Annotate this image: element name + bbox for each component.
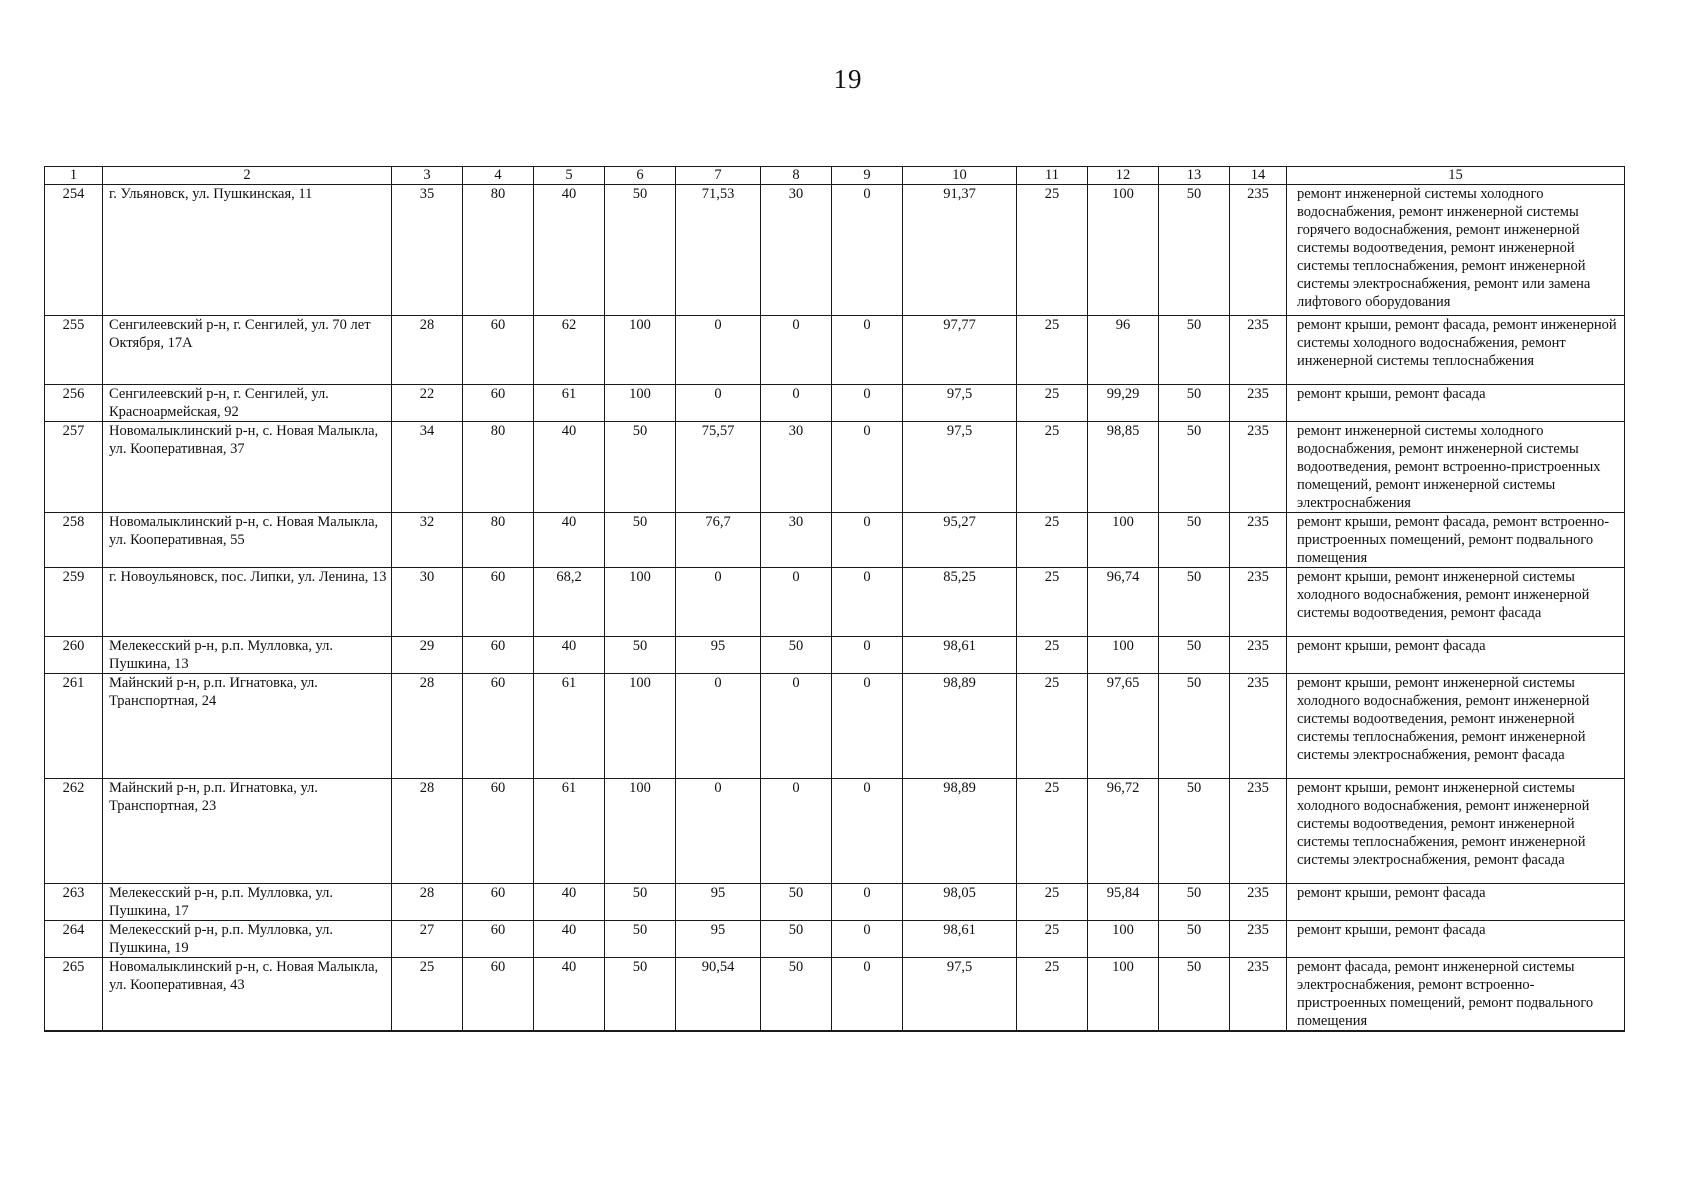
- value-cell: 25: [1017, 674, 1088, 779]
- value-cell: 235: [1230, 921, 1287, 958]
- value-cell: 0: [676, 779, 761, 884]
- value-cell: 50: [605, 921, 676, 958]
- value-cell: 50: [1159, 674, 1230, 779]
- value-cell: 0: [832, 674, 903, 779]
- value-cell: 40: [534, 422, 605, 513]
- value-cell: 25: [1017, 884, 1088, 921]
- address-cell: Майнский р-н, р.п. Игнатовка, ул. Транспортная, 23: [103, 779, 392, 884]
- table-row: [45, 185, 1625, 316]
- value-cell: 40: [534, 958, 605, 1032]
- value-cell: 0: [761, 316, 832, 385]
- value-cell: 0: [832, 958, 903, 1032]
- row-number-cell: 254: [45, 185, 103, 316]
- value-cell: 50: [1159, 779, 1230, 884]
- value-cell: 25: [1017, 637, 1088, 674]
- row-number-cell: 255: [45, 316, 103, 385]
- value-cell: 235: [1230, 779, 1287, 884]
- value-cell: 25: [1017, 921, 1088, 958]
- value-cell: 235: [1230, 316, 1287, 385]
- value-cell: 91,37: [903, 185, 1017, 316]
- value-cell: 29: [392, 637, 463, 674]
- column-header: 13: [1159, 167, 1230, 185]
- value-cell: 0: [761, 385, 832, 422]
- address-cell: Мелекесский р-н, р.п. Мулловка, ул. Пушкина, 19: [103, 921, 392, 958]
- column-header: 14: [1230, 167, 1287, 185]
- column-header: 7: [676, 167, 761, 185]
- value-cell: 98,85: [1088, 422, 1159, 513]
- column-header: 5: [534, 167, 605, 185]
- value-cell: 25: [392, 958, 463, 1032]
- value-cell: 60: [463, 884, 534, 921]
- table-row: [45, 316, 1625, 385]
- value-cell: 0: [832, 316, 903, 385]
- value-cell: 60: [463, 921, 534, 958]
- value-cell: 0: [832, 185, 903, 316]
- value-cell: 80: [463, 185, 534, 316]
- value-cell: 95: [676, 884, 761, 921]
- value-cell: 235: [1230, 513, 1287, 568]
- value-cell: 0: [761, 568, 832, 637]
- value-cell: 100: [605, 385, 676, 422]
- table-row: [45, 958, 1625, 1032]
- value-cell: 0: [832, 884, 903, 921]
- value-cell: 0: [832, 513, 903, 568]
- value-cell: 50: [1159, 568, 1230, 637]
- column-header: 11: [1017, 167, 1088, 185]
- value-cell: 40: [534, 884, 605, 921]
- value-cell: 35: [392, 185, 463, 316]
- value-cell: 235: [1230, 884, 1287, 921]
- value-cell: 50: [761, 958, 832, 1032]
- value-cell: 62: [534, 316, 605, 385]
- value-cell: 99,29: [1088, 385, 1159, 422]
- value-cell: 50: [1159, 385, 1230, 422]
- works-cell: ремонт крыши, ремонт фасада: [1287, 637, 1625, 674]
- value-cell: 98,89: [903, 779, 1017, 884]
- value-cell: 40: [534, 513, 605, 568]
- column-header: 3: [392, 167, 463, 185]
- value-cell: 75,57: [676, 422, 761, 513]
- row-number-cell: 262: [45, 779, 103, 884]
- value-cell: 97,5: [903, 385, 1017, 422]
- row-number-cell: 259: [45, 568, 103, 637]
- address-cell: Новомалыклинский р-н, с. Новая Малыкла, ул. Кооперативная, 43: [103, 958, 392, 1032]
- value-cell: 98,05: [903, 884, 1017, 921]
- value-cell: 22: [392, 385, 463, 422]
- column-number-row: [45, 167, 1625, 185]
- value-cell: 50: [605, 637, 676, 674]
- table-row: [45, 568, 1625, 637]
- works-cell: ремонт фасада, ремонт инженерной системы электроснабжения, ремонт встроенно-пристроенных помещений, ремонт подвального помещения: [1287, 958, 1625, 1032]
- works-cell: ремонт инженерной системы холодного водоснабжения, ремонт инженерной системы водоотведения, ремонт встроенно-пристроенных помещений, ремонт инженерной системы электроснабжения: [1287, 422, 1625, 513]
- value-cell: 235: [1230, 422, 1287, 513]
- value-cell: 40: [534, 637, 605, 674]
- column-header: 9: [832, 167, 903, 185]
- value-cell: 98,61: [903, 921, 1017, 958]
- value-cell: 60: [463, 674, 534, 779]
- value-cell: 71,53: [676, 185, 761, 316]
- value-cell: 235: [1230, 185, 1287, 316]
- value-cell: 50: [1159, 637, 1230, 674]
- value-cell: 98,89: [903, 674, 1017, 779]
- table-row: [45, 884, 1625, 921]
- value-cell: 50: [605, 884, 676, 921]
- value-cell: 85,25: [903, 568, 1017, 637]
- row-number-cell: 256: [45, 385, 103, 422]
- table-row: [45, 513, 1625, 568]
- works-cell: ремонт крыши, ремонт фасада: [1287, 884, 1625, 921]
- value-cell: 100: [605, 568, 676, 637]
- table-row: [45, 422, 1625, 513]
- value-cell: 235: [1230, 385, 1287, 422]
- value-cell: 25: [1017, 316, 1088, 385]
- column-header: 15: [1287, 167, 1625, 185]
- value-cell: 25: [1017, 185, 1088, 316]
- works-cell: ремонт крыши, ремонт инженерной системы холодного водоснабжения, ремонт инженерной системы водоотведения, ремонт фасада: [1287, 568, 1625, 637]
- column-header: 4: [463, 167, 534, 185]
- value-cell: 50: [761, 884, 832, 921]
- value-cell: 0: [676, 674, 761, 779]
- works-cell: ремонт крыши, ремонт фасада, ремонт инженерной системы холодного водоснабжения, ремонт инженерной системы теплоснабжения: [1287, 316, 1625, 385]
- value-cell: 40: [534, 185, 605, 316]
- value-cell: 28: [392, 316, 463, 385]
- address-cell: Новомалыклинский р-н, с. Новая Малыкла, ул. Кооперативная, 55: [103, 513, 392, 568]
- value-cell: 50: [1159, 958, 1230, 1032]
- table-row: [45, 385, 1625, 422]
- value-cell: 60: [463, 385, 534, 422]
- value-cell: 40: [534, 921, 605, 958]
- value-cell: 0: [761, 779, 832, 884]
- value-cell: 0: [832, 637, 903, 674]
- value-cell: 0: [832, 921, 903, 958]
- table-row: [45, 674, 1625, 779]
- value-cell: 98,61: [903, 637, 1017, 674]
- page-number: 19: [833, 64, 863, 94]
- address-cell: Мелекесский р-н, р.п. Мулловка, ул. Пушкина, 13: [103, 637, 392, 674]
- value-cell: 95,84: [1088, 884, 1159, 921]
- value-cell: 100: [1088, 637, 1159, 674]
- value-cell: 0: [676, 568, 761, 637]
- value-cell: 50: [1159, 422, 1230, 513]
- value-cell: 96,74: [1088, 568, 1159, 637]
- value-cell: 30: [761, 422, 832, 513]
- value-cell: 61: [534, 674, 605, 779]
- value-cell: 50: [605, 422, 676, 513]
- value-cell: 97,5: [903, 958, 1017, 1032]
- value-cell: 50: [605, 958, 676, 1032]
- value-cell: 0: [832, 779, 903, 884]
- address-cell: Майнский р-н, р.п. Игнатовка, ул. Транспортная, 24: [103, 674, 392, 779]
- value-cell: 235: [1230, 568, 1287, 637]
- address-cell: Сенгилеевский р-н, г. Сенгилей, ул. Красноармейская, 92: [103, 385, 392, 422]
- value-cell: 97,5: [903, 422, 1017, 513]
- value-cell: 61: [534, 385, 605, 422]
- value-cell: 235: [1230, 958, 1287, 1032]
- value-cell: 28: [392, 674, 463, 779]
- value-cell: 0: [676, 316, 761, 385]
- value-cell: 28: [392, 779, 463, 884]
- value-cell: 25: [1017, 385, 1088, 422]
- value-cell: 50: [1159, 316, 1230, 385]
- row-number-cell: 261: [45, 674, 103, 779]
- value-cell: 0: [832, 385, 903, 422]
- value-cell: 100: [1088, 513, 1159, 568]
- address-cell: г. Новоульяновск, пос. Липки, ул. Ленина, 13: [103, 568, 392, 637]
- value-cell: 60: [463, 637, 534, 674]
- works-cell: ремонт крыши, ремонт фасада, ремонт встроенно-пристроенных помещений, ремонт подвального помещения: [1287, 513, 1625, 568]
- value-cell: 100: [605, 779, 676, 884]
- value-cell: 32: [392, 513, 463, 568]
- row-number-cell: 263: [45, 884, 103, 921]
- value-cell: 60: [463, 779, 534, 884]
- row-number-cell: 264: [45, 921, 103, 958]
- value-cell: 50: [1159, 921, 1230, 958]
- value-cell: 50: [1159, 884, 1230, 921]
- value-cell: 50: [605, 513, 676, 568]
- value-cell: 25: [1017, 958, 1088, 1032]
- value-cell: 100: [605, 674, 676, 779]
- value-cell: 30: [392, 568, 463, 637]
- row-number-cell: 258: [45, 513, 103, 568]
- row-number-cell: 260: [45, 637, 103, 674]
- value-cell: 97,65: [1088, 674, 1159, 779]
- value-cell: 0: [761, 674, 832, 779]
- value-cell: 96: [1088, 316, 1159, 385]
- row-number-cell: 265: [45, 958, 103, 1032]
- column-header: 1: [45, 167, 103, 185]
- column-header: 12: [1088, 167, 1159, 185]
- table-row: [45, 921, 1625, 958]
- value-cell: 60: [463, 316, 534, 385]
- value-cell: 68,2: [534, 568, 605, 637]
- value-cell: 100: [1088, 185, 1159, 316]
- value-cell: 100: [605, 316, 676, 385]
- value-cell: 235: [1230, 674, 1287, 779]
- value-cell: 50: [761, 637, 832, 674]
- works-cell: ремонт инженерной системы холодного водоснабжения, ремонт инженерной системы горячего водоснабжения, ремонт инженерной системы водоотведения, ремонт инженерной системы теплоснабжения, ремонт инженерной системы электроснабжения, ремонт или замена лифтового оборудования: [1287, 185, 1625, 316]
- works-cell: ремонт крыши, ремонт фасада: [1287, 385, 1625, 422]
- value-cell: 80: [463, 513, 534, 568]
- table-body: [45, 185, 1625, 1032]
- works-cell: ремонт крыши, ремонт инженерной системы холодного водоснабжения, ремонт инженерной системы водоотведения, ремонт инженерной системы теплоснабжения, ремонт инженерной системы электроснабжения, ремонт фасада: [1287, 674, 1625, 779]
- value-cell: 50: [1159, 513, 1230, 568]
- value-cell: 25: [1017, 779, 1088, 884]
- value-cell: 60: [463, 568, 534, 637]
- value-cell: 28: [392, 884, 463, 921]
- column-header: 6: [605, 167, 676, 185]
- value-cell: 50: [1159, 185, 1230, 316]
- address-cell: г. Ульяновск, ул. Пушкинская, 11: [103, 185, 392, 316]
- value-cell: 0: [676, 385, 761, 422]
- column-header: 10: [903, 167, 1017, 185]
- value-cell: 25: [1017, 568, 1088, 637]
- value-cell: 25: [1017, 422, 1088, 513]
- value-cell: 95: [676, 637, 761, 674]
- value-cell: 100: [1088, 958, 1159, 1032]
- value-cell: 30: [761, 185, 832, 316]
- value-cell: 95: [676, 921, 761, 958]
- address-cell: Сенгилеевский р-н, г. Сенгилей, ул. 70 лет Октября, 17А: [103, 316, 392, 385]
- value-cell: 34: [392, 422, 463, 513]
- works-cell: ремонт крыши, ремонт инженерной системы холодного водоснабжения, ремонт инженерной системы водоотведения, ремонт инженерной системы теплоснабжения, ремонт инженерной системы электроснабжения, ремонт фасада: [1287, 779, 1625, 884]
- column-header: 8: [761, 167, 832, 185]
- address-cell: Новомалыклинский р-н, с. Новая Малыкла, ул. Кооперативная, 37: [103, 422, 392, 513]
- value-cell: 90,54: [676, 958, 761, 1032]
- value-cell: 100: [1088, 921, 1159, 958]
- value-cell: 25: [1017, 513, 1088, 568]
- value-cell: 235: [1230, 637, 1287, 674]
- value-cell: 80: [463, 422, 534, 513]
- works-cell: ремонт крыши, ремонт фасада: [1287, 921, 1625, 958]
- value-cell: 60: [463, 958, 534, 1032]
- value-cell: 50: [761, 921, 832, 958]
- row-number-cell: 257: [45, 422, 103, 513]
- value-cell: 76,7: [676, 513, 761, 568]
- value-cell: 27: [392, 921, 463, 958]
- table-row: [45, 779, 1625, 884]
- table-row: [45, 637, 1625, 674]
- value-cell: 0: [832, 422, 903, 513]
- column-header: 2: [103, 167, 392, 185]
- value-cell: 95,27: [903, 513, 1017, 568]
- repair-registry-table: [44, 166, 1625, 1032]
- value-cell: 0: [832, 568, 903, 637]
- value-cell: 97,77: [903, 316, 1017, 385]
- address-cell: Мелекесский р-н, р.п. Мулловка, ул. Пушкина, 17: [103, 884, 392, 921]
- value-cell: 30: [761, 513, 832, 568]
- value-cell: 96,72: [1088, 779, 1159, 884]
- value-cell: 50: [605, 185, 676, 316]
- value-cell: 61: [534, 779, 605, 884]
